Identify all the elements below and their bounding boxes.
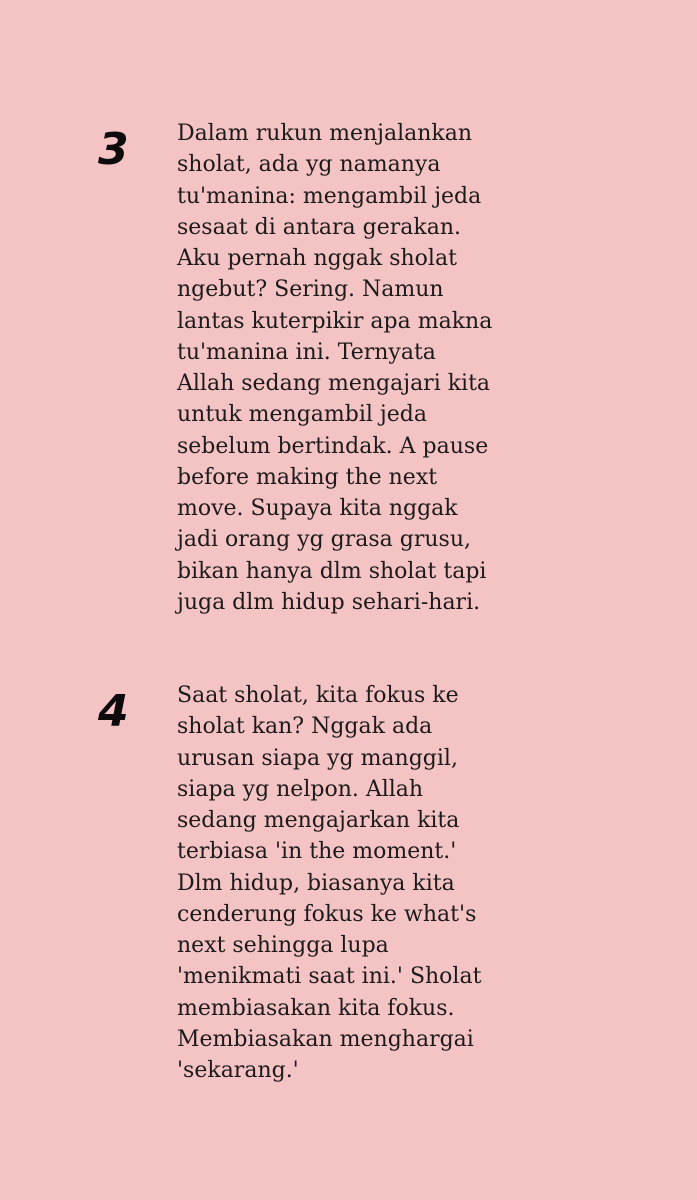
- paragraph-line: 'sekarang.': [177, 1058, 299, 1083]
- paragraph-line: Membiasakan menghargai: [177, 1026, 474, 1052]
- paragraph-line: Saat sholat, kita fokus ke: [177, 683, 459, 708]
- paragraph-line: sedang mengajarkan kita: [177, 808, 460, 833]
- paragraph-line: Dalam rukun menjalankan: [177, 121, 473, 146]
- paragraph-line: siapa yg nelpon. Allah: [177, 776, 424, 802]
- paragraph-line: membiasakan kita fokus.: [177, 995, 455, 1021]
- paragraph-line: ngebut? Sering. Namun: [177, 277, 444, 303]
- paragraph-line: untuk mengambil jeda: [177, 402, 427, 428]
- paragraph-line: before making the next: [177, 464, 438, 490]
- paragraph-line: sesaat di antara gerakan.: [177, 214, 461, 240]
- paragraph-line: 'menikmati saat ini.' Sholat: [177, 964, 482, 990]
- paragraph-line: lantas kuterpikir apa makna: [177, 308, 493, 334]
- paragraph-line: jadi orang yg grasa grusu,: [177, 527, 472, 553]
- point-number: 4: [98, 686, 128, 737]
- paragraph-line: sholat, ada yg namanya: [177, 152, 441, 178]
- point-number: 3: [98, 124, 128, 175]
- paragraph-line: cenderung fokus ke what's: [177, 901, 477, 927]
- point-paragraph: [177, 680, 597, 1086]
- paragraph-line: sholat kan? Nggak ada: [177, 714, 433, 740]
- paragraph-line: juga dlm hidup sehari-hari.: [177, 589, 481, 615]
- paragraph-line: Aku pernah nggak sholat: [177, 246, 457, 271]
- paragraph-line: terbiasa 'in the moment.': [177, 839, 457, 865]
- paragraph-line: Allah sedang mengajari kita: [177, 371, 491, 396]
- point-paragraph: [177, 118, 597, 618]
- paragraph-line: sebelum bertindak. A pause: [177, 433, 489, 459]
- paragraph-line: urusan siapa yg manggil,: [177, 745, 458, 771]
- paragraph-line: move. Supaya kita nggak: [177, 496, 458, 521]
- paragraph-line: next sehingga lupa: [177, 933, 389, 958]
- paragraph-line: tu'manina: mengambil jeda: [177, 183, 482, 209]
- paragraph-line: Dlm hidup, biasanya kita: [177, 870, 455, 896]
- paragraph-line: tu'manina ini. Ternyata: [177, 339, 436, 365]
- paragraph-line: bikan hanya dlm sholat tapi: [177, 558, 487, 584]
